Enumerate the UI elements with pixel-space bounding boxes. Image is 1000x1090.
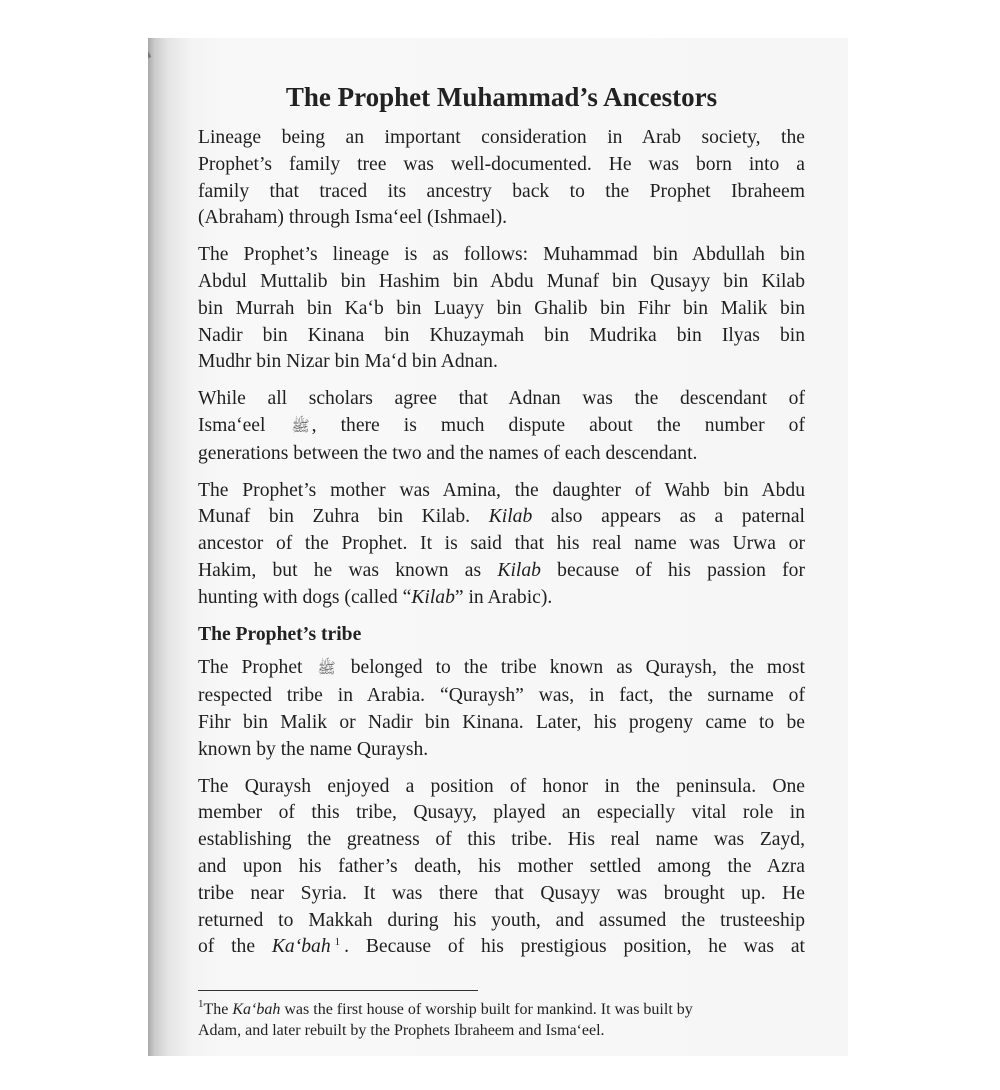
text-line: Fihr bin Malik or Nadir bin Kinana. Later, his progeny came to be xyxy=(198,711,805,733)
text-line: member of this tribe, Qusayy, played an especially vital role in xyxy=(198,802,805,824)
text-line: tribe near Syria. It was there that Qusayy was brought up. He xyxy=(198,882,805,904)
text-line xyxy=(198,934,805,961)
text-line: The Prophet’s lineage is as follows: Muhammad bin Abdullah bin xyxy=(198,244,805,266)
text-line: (Abraham) through Isma‘eel (Ishmael). xyxy=(198,207,508,229)
text-line: While all scholars agree that Adnan was the descendant of xyxy=(198,388,805,410)
text-line: Mudhr bin Nizar bin Ma‘d bin Adnan. xyxy=(198,351,498,373)
text-run: Hakim, but he was known as xyxy=(198,559,498,581)
scan-speck xyxy=(148,51,151,58)
text-run: The xyxy=(203,1001,233,1018)
quraysh-paragraph xyxy=(198,774,805,962)
text-line: Lineage being an important consideration in Arab society, the xyxy=(198,127,805,148)
text-run: ” in Arabic). xyxy=(454,586,553,608)
text-line xyxy=(198,413,805,441)
text-line xyxy=(198,585,805,612)
text-line xyxy=(198,655,805,683)
text-run: belonged to the tribe known as Quraysh, the most xyxy=(337,657,805,679)
text-line: Nadir bin Kinana bin Khuzaymah bin Mudrika bin Ilyas bin xyxy=(198,324,805,346)
footnote-marker: 1 xyxy=(198,998,204,1010)
text-line: bin Murrah bin Ka‘b bin Luayy bin Ghalib bin Fihr bin Malik bin xyxy=(198,297,805,319)
text-line: The Prophet’s mother was Amina, the daughter of Wahb bin Abdu xyxy=(198,479,805,501)
text-run: Munaf bin Zuhra bin Kilab. xyxy=(198,506,489,528)
footnote-line: Adam, and later rebuilt by the Prophets Ibraheem and Isma‘eel. xyxy=(198,1022,605,1039)
text-run: also appears as a paternal xyxy=(532,506,805,528)
text-line: known by the name Quraysh. xyxy=(198,738,429,760)
text-run: hunting with dogs (called “ xyxy=(198,586,412,608)
text-run: of the xyxy=(198,936,272,958)
mother-paragraph xyxy=(198,478,805,612)
page-title: The Prophet Muhammad’s Ancestors xyxy=(285,82,718,112)
intro-paragraph xyxy=(198,125,805,232)
text-line: establishing the greatness of this tribe. His real name was Zayd, xyxy=(198,829,805,851)
tribe-paragraph xyxy=(198,655,805,763)
section-heading: The Prophet’s tribe xyxy=(198,623,362,645)
text-line: and upon his father’s death, his mother settled among the Azra xyxy=(198,855,805,877)
page-body xyxy=(198,80,805,971)
text-run: Isma‘eel xyxy=(198,414,266,436)
text-line: family that traced its ancestry back to the Prophet Ibraheem xyxy=(198,180,805,202)
lineage-paragraph xyxy=(198,242,805,376)
italic-term: Ka‘bah xyxy=(271,936,331,958)
salutation-glyph: ﷺ xyxy=(317,661,336,678)
text-line: Abdul Muttalib bin Hashim bin Abdu Munaf bin Qusayy bin Kilab xyxy=(198,270,805,292)
italic-term: Kilab xyxy=(411,586,455,608)
salutation-glyph: ﷺ xyxy=(291,418,310,435)
italic-term: Kilab xyxy=(488,506,533,528)
footnote xyxy=(198,999,798,1041)
italic-term: Ka‘bah xyxy=(232,1001,281,1018)
text-line: ancestor of the Prophet. It is said that his real name was Urwa or xyxy=(198,533,805,555)
text-run: was the first house of worship built for mankind. It was built by xyxy=(280,1001,693,1018)
text-run: The Prophet xyxy=(198,657,303,679)
text-line: respected tribe in Arabia. “Quraysh” was, in fact, the surname of xyxy=(198,685,805,707)
text-line xyxy=(198,504,805,531)
text-line xyxy=(198,558,805,585)
text-run: , there is much dispute about the number of xyxy=(311,414,805,436)
footnote-reference xyxy=(331,934,345,961)
text-line: Prophet’s family tree was well-documented. He was born into a xyxy=(198,153,805,175)
text-line: returned to Makkah during his youth, and assumed the trusteeship xyxy=(198,909,805,931)
scholars-paragraph xyxy=(198,386,805,467)
italic-term: Kilab xyxy=(497,559,541,581)
text-run: . Because of his prestigious position, he was at xyxy=(344,936,805,958)
footnote-ref-number: 1 xyxy=(334,936,341,949)
text-line: generations between the two and the names of each descendant. xyxy=(198,442,698,464)
footnote-divider xyxy=(198,990,478,991)
scanned-book-page xyxy=(148,38,848,1056)
text-line: The Quraysh enjoyed a position of honor in the peninsula. One xyxy=(198,775,805,797)
footnote-line xyxy=(198,999,798,1020)
text-run: because of his passion for xyxy=(540,559,805,581)
